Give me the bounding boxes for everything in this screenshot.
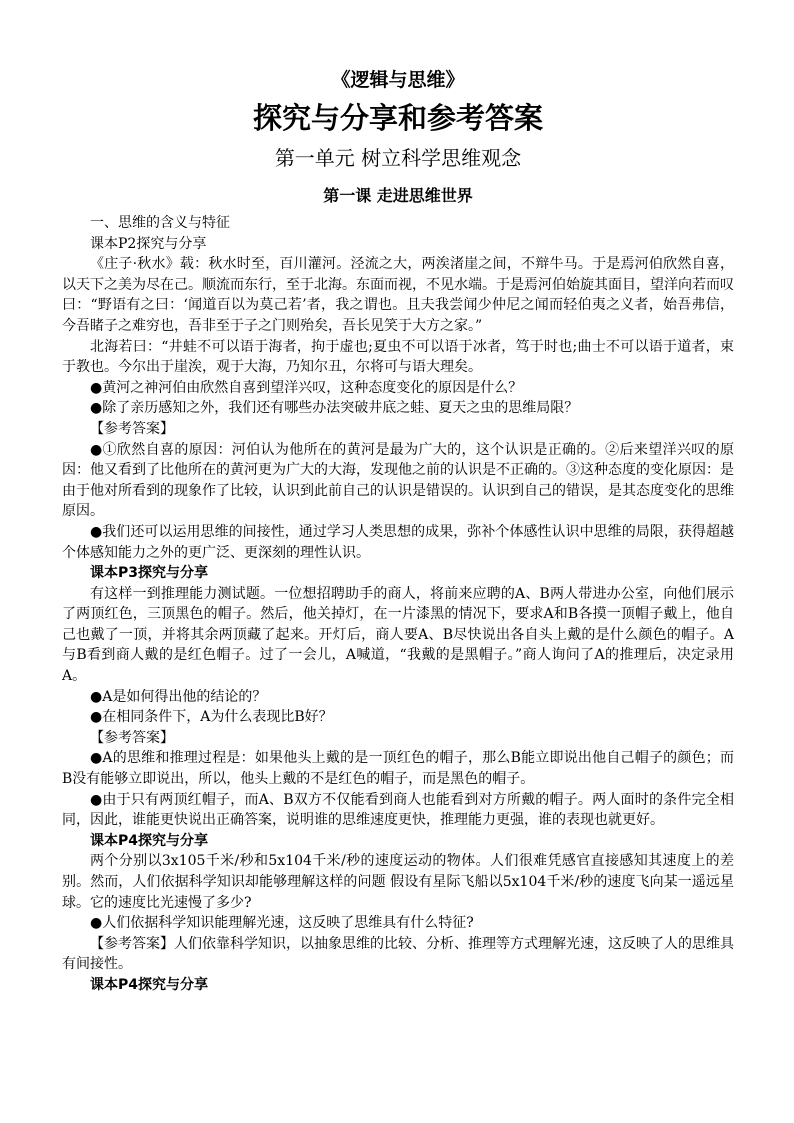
textbook-reference-p4-second: 课本P4探究与分享 [90,976,209,993]
main-title: 探究与分享和参考答案 [252,101,543,135]
unit-title: 第一单元 树立科学思维观念 [274,146,522,170]
question-item: ●在相同条件下，A为什么表现比B好？ [90,709,333,726]
question-item: ●黄河之神河伯由欣然自喜到望洋兴叹，这种态度变化的原因是什么？ [90,379,523,396]
answer-item: ●由于只有两顶红帽子，而A、B双方不仅能看到商人也能看到对方所戴的帽子。两人面时的条件完全相同，因此，谁能更快说出正确答案，说明谁的思维速度更快，推理能力更强，谁的表现也就更好。 [62,791,734,829]
section-heading: 一、思维的含义与特征 [90,215,230,231]
question-item: ●A是如何得出他的结论的？ [90,688,267,705]
answer-heading: 【参考答案】 [90,420,174,437]
body-paragraph: 《庄子·秋水》载：秋水时至，百川灌河。泾流之大，两涘渚崖之间，不辩牛马。于是焉河伯欣然自喜，以天下之美为尽在己。顺流而东行，至于北海。东面而视，不见水端。于是焉河伯始旋其面目，望洋向若而叹曰：“野语有之曰：‘闻道百以为莫己若’者，我之谓也。且夫我尝闻少仲尼之闻而轻伯夷之义者，始吾弗信，今吾睹子之难穷也，吾非至于子之门则殆矣，吾长见笑于大方之家。” [62,256,734,334]
textbook-reference-p2: 课本P2探究与分享 [90,235,207,252]
textbook-reference-p4: 课本P4探究与分享 [90,832,209,849]
answer-item: 【参考答案】人们依靠科学知识，以抽象思维的比较、分析、推理等方式理解光速，这反映了人的思维具有间接性。 [62,935,734,973]
answer-heading: 【参考答案】 [90,729,174,746]
answer-item: ●①欣然自喜的原因：河伯认为他所在的黄河是最为广大的，这个认识是正确的。②后来望洋兴叹的原因：他又看到了比他所在的黄河更为广大的大海，发现他之前的认识是不正确的。③这种态度的变化原因：是由于他对所看到的现象作了比较，认识到此前自己的认识是错误的。认识到自己的错误，是其态度变化的思维原因。 [62,441,734,520]
question-item: ●人们依据科学知识能理解光速，这反映了思维具有什么特征? [90,915,474,932]
answer-item: ●我们还可以运用思维的间接性，通过学习人类思想的成果，弥补个体感性认识中思维的局限，获得超越个体感知能力之外的更广泛、更深刻的理性认识。 [62,523,734,561]
lesson-title: 第一课 走进思维世界 [323,186,473,205]
answer-item: ●A的思维和推理过程是：如果他头上戴的是一顶红色的帽子，那么B能立即说出他自己帽子的颜色；而B没有能够立即说出，所以，他头上戴的不是红色的帽子，而是黑色的帽子。 [62,750,734,788]
body-paragraph: 两个分别以3x105千米/秒和5x104千米/秒的速度运动的物体。人们很难凭感官直接感知其速度上的差别。然而，人们依据科学知识却能够理解这样的问题 假设有星际飞船以5x104千米/秒的速度飞向某一遥远星球。它的速度比光速慢了多少? [62,853,734,911]
body-paragraph: 北海若曰：“井蛙不可以语于海者，拘于虚也;夏虫不可以语于冰者，笃于时也;曲士不可以语于道者，束于教也。今尔出于崖涘，观于大海，乃知尔丑，尔将可与语大理矣。 [62,338,734,376]
textbook-reference-p3: 课本P3探究与分享 [90,565,209,582]
body-paragraph: 有这样一到推理能力测试题。一位想招聘助手的商人，将前来应聘的A、B两人带进办公室，向他们展示了两顶红色，三顶黑色的帽子。然后，他关掉灯，在一片漆黑的情况下，要求A和B各摸一顶帽子戴上，他自己也戴了一顶，并将其余两顶藏了起来。开灯后，商人要A、B尽快说出各自头上戴的是什么颜色的帽子。A与B看到商人戴的是红色帽子。过了一会儿，A喊道，“我戴的是黑帽子。”商人询问了A的推理后，决定录用A。 [62,585,734,685]
book-title: 《逻辑与思维》 [331,69,465,91]
question-item: ●除了亲历感知之外，我们还有哪些办法突破井底之蛙、夏天之虫的思维局限？ [90,400,579,417]
document-page [62,68,734,996]
